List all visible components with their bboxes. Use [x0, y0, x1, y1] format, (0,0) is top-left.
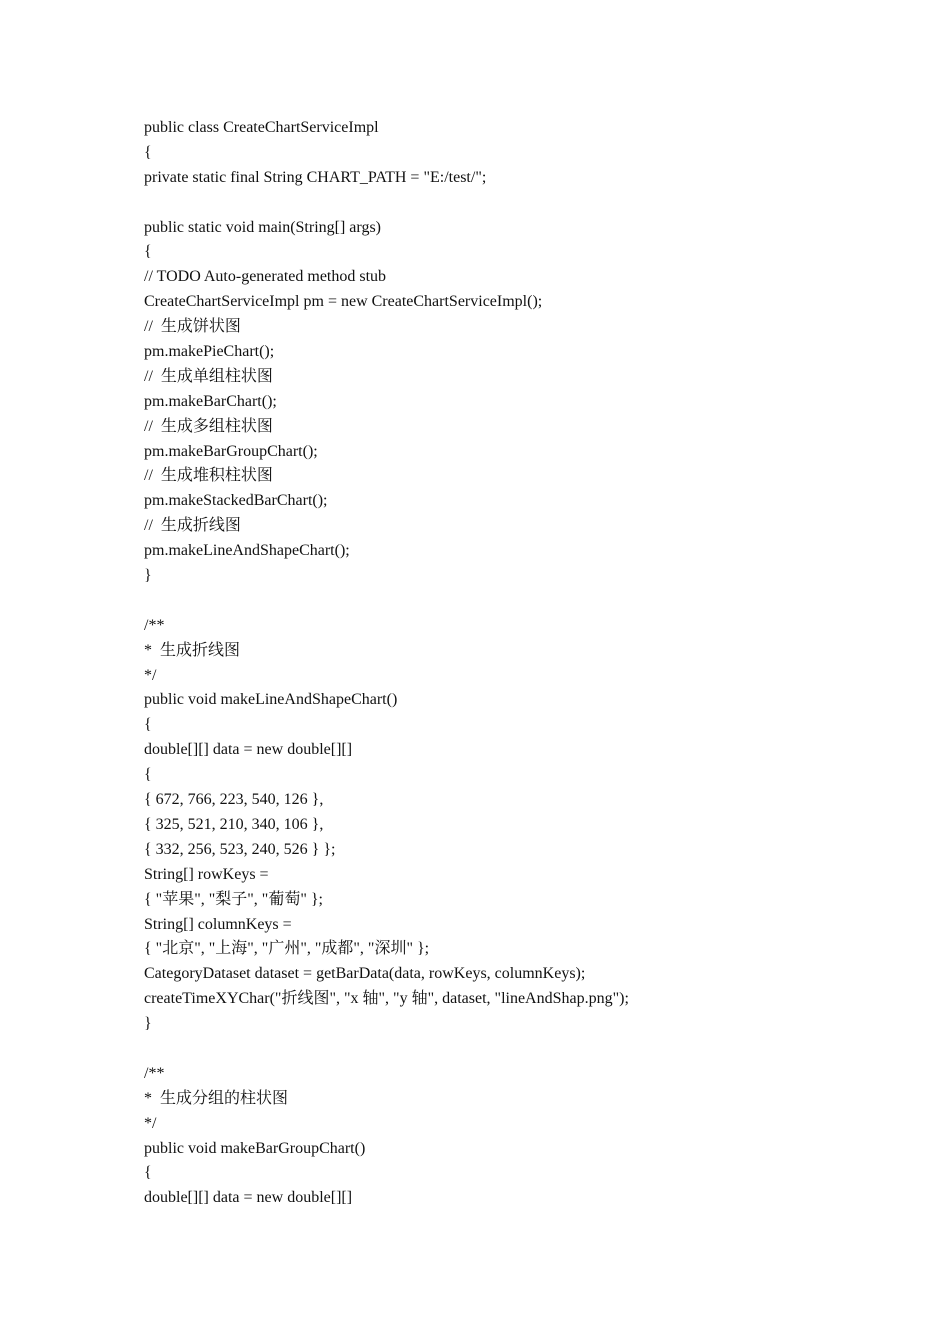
code-line: pm.makeBarChart();: [144, 392, 277, 410]
code-line: {: [144, 716, 152, 734]
code-line: { "北京", "上海", "广州", "成都", "深圳" };: [144, 940, 430, 958]
code-line: CategoryDataset dataset = getBarData(data, rowKeys, columnKeys);: [144, 965, 586, 983]
code-line: pm.makeLineAndShapeChart();: [144, 542, 350, 560]
blank-line: [144, 1037, 904, 1062]
code-comment: */: [144, 666, 157, 684]
code-line: CreateChartServiceImpl pm = new CreateChartServiceImpl();: [144, 293, 543, 311]
code-comment: // 生成多组柱状图: [144, 417, 273, 435]
code-line: { 332, 256, 523, 240, 526 } };: [144, 840, 336, 858]
code-line: double[][] data = new double[][]: [144, 741, 353, 759]
code-comment: * 生成分组的柱状图: [144, 1089, 289, 1107]
code-comment: // TODO Auto-generated method stub: [144, 268, 387, 286]
code-line: {: [144, 243, 152, 261]
code-line: public static void main(String[] args): [144, 218, 381, 236]
code-comment: * 生成折线图: [144, 641, 241, 659]
code-line: }: [144, 567, 152, 585]
code-line: String[] columnKeys =: [144, 915, 292, 933]
code-comment: // 生成折线图: [144, 517, 241, 535]
code-line: public void makeBarGroupChart(): [144, 1139, 366, 1157]
code-line: {: [144, 143, 152, 161]
code-line: pm.makeStackedBarChart();: [144, 492, 328, 510]
code-line: String[] rowKeys =: [144, 865, 269, 883]
code-line: { 325, 521, 210, 340, 106 },: [144, 815, 324, 833]
code-line: { "苹果", "梨子", "葡萄" };: [144, 890, 323, 908]
blank-line: [144, 191, 904, 216]
code-comment: // 生成堆积柱状图: [144, 467, 273, 485]
code-line: pm.makeBarGroupChart();: [144, 442, 318, 460]
code-line: public void makeLineAndShapeChart(): [144, 691, 398, 709]
code-line: createTimeXYChar("折线图", "x 轴", "y 轴", dataset, "lineAndShap.png");: [144, 990, 629, 1008]
code-line: private static final String CHART_PATH = "E:/test/";: [144, 168, 487, 186]
code-comment: /**: [144, 616, 165, 634]
code-line: {: [144, 1164, 152, 1182]
blank-line: [144, 589, 904, 614]
code-comment: /**: [144, 1064, 165, 1082]
code-comment: // 生成单组柱状图: [144, 367, 273, 385]
code-listing: [144, 116, 904, 1211]
code-line: double[][] data = new double[][]: [144, 1189, 353, 1207]
code-line: {: [144, 766, 152, 784]
code-line: { 672, 766, 223, 540, 126 },: [144, 791, 324, 809]
code-comment: */: [144, 1114, 157, 1132]
code-line: }: [144, 1015, 152, 1033]
code-line: pm.makePieChart();: [144, 343, 275, 361]
code-line: public class CreateChartServiceImpl: [144, 119, 379, 136]
code-comment: // 生成饼状图: [144, 318, 241, 336]
